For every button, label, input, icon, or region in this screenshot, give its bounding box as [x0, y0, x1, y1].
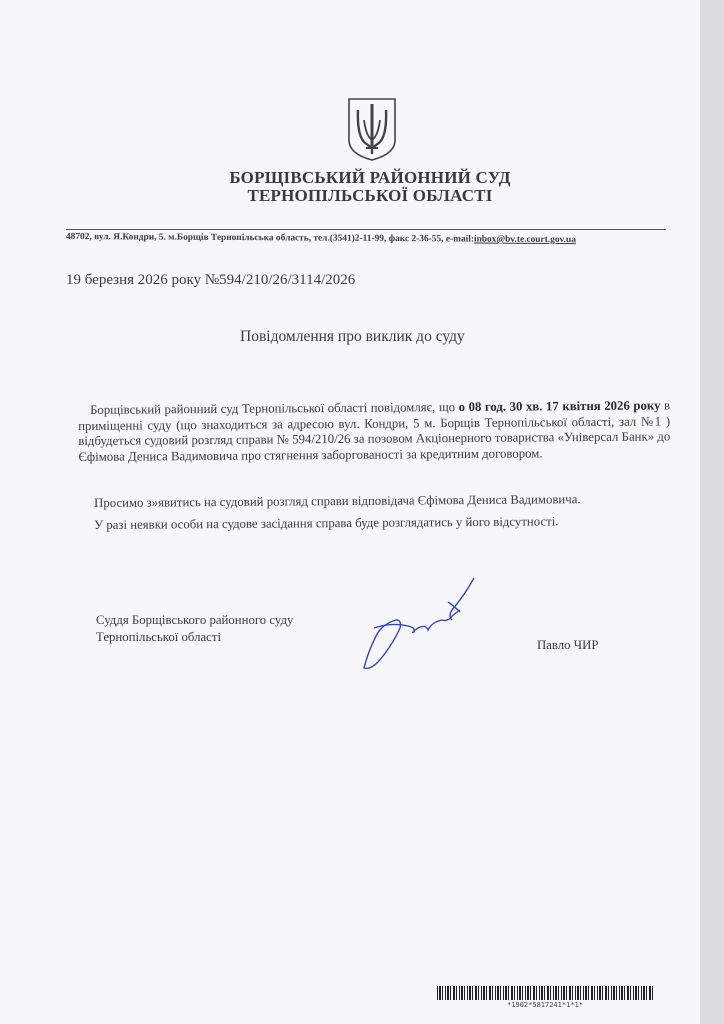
- judge-title-line1: Суддя Борщівського районного суду: [96, 613, 294, 627]
- appearance-request: Просимо з»явитись на судовий розгляд справи відповідача Єфімова Дениса Вадимовича.: [94, 492, 581, 510]
- header-divider: [66, 229, 666, 230]
- absence-warning: У разі неявки особи на судове засідання справа буде розглядатись у його відсутності.: [94, 514, 559, 532]
- email-link[interactable]: inbox@bv.te.court.gov.ua: [473, 234, 576, 246]
- judge-title-line2: Тернопільської області: [96, 630, 222, 644]
- court-address: [66, 232, 676, 246]
- body-part1: Борщівський районний суд Тернопільської області повідомляє, що: [89, 400, 459, 417]
- hearing-time: о 08 год. 30 хв.: [458, 399, 543, 415]
- document-barcode: [437, 986, 653, 1000]
- scan-edge: [700, 0, 724, 1024]
- document-title: Повідомлення про виклик до суду: [240, 328, 465, 345]
- court-name-line1: БОРЩІВСЬКИЙ РАЙОННИЙ СУД: [229, 168, 511, 187]
- address-text: 48702, вул. Я.Кондри, 5. м.Борщів Тернопільська область, тел.(3541)2-11-99, факс 2-36-55, e-mail:: [65, 232, 475, 245]
- trident-emblem-icon: [346, 96, 398, 162]
- notice-body: [78, 398, 670, 465]
- judge-title: [96, 612, 293, 646]
- judge-name: Павло ЧИР: [537, 638, 599, 652]
- barcode-number: *1902*5817241*1*1*: [507, 1001, 583, 1009]
- body-part3: в приміщенні суду (що знаходиться за адресою вул. Кондри, 5 м. Борщів Тернопільської області, зал №1 ) відбудеться судовий розгляд справи № 594/210/26 за позовом Акціонерного товариства «Універсал Банк» до Єфімова Дениса Вадимовича про стягнення заборгованості за кредитним договором.: [78, 398, 671, 464]
- hearing-date: 17 квітня 2026 року: [545, 398, 661, 414]
- court-name-line2: ТЕРНОПІЛЬСЬКОЇ ОБЛАСТІ: [247, 186, 493, 205]
- document-date-reference: 19 березня 2026 року №594/210/26/3114/2026: [66, 272, 356, 288]
- handwritten-signature: [356, 572, 484, 680]
